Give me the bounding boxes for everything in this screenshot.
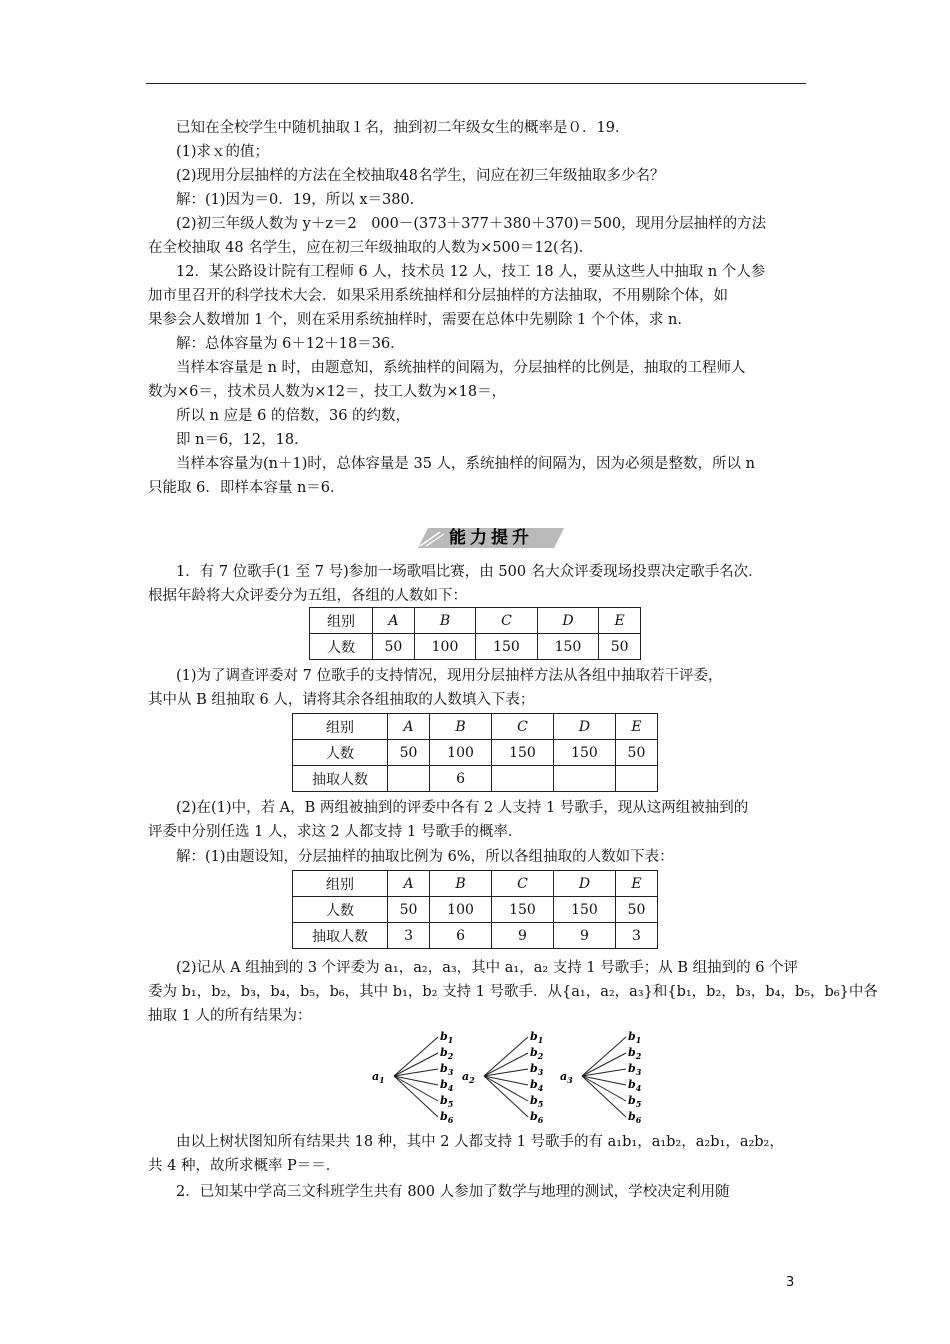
table-cell: 组别 (310, 608, 373, 634)
table-cell: 150 (537, 634, 598, 660)
table-row (293, 766, 658, 792)
text-line: 已知在全校学生中随机抽取１名，抽到初二年级女生的概率是０．19． (176, 120, 630, 136)
table-cell: C (492, 871, 554, 897)
text-line: 当样本容量为(n＋1)时，总体容量是 35 人，系统抽样的间隔为，因为必须是整数，所以 n (176, 456, 755, 472)
tree-branch (394, 1076, 438, 1085)
tree-leaf-label: $b_6$ (628, 1110, 642, 1125)
table-row (293, 897, 658, 923)
text-line: 共 4 种，故所求概率 P＝＝． (148, 1158, 341, 1174)
tree-leaf-label: $b_3$ (530, 1062, 544, 1077)
table-row (310, 634, 641, 660)
table-cell: 抽取人数 (293, 766, 388, 792)
text-line: 当样本容量是 n 时，由题意知，系统抽样的间隔为，分层抽样的比例是，抽取的工程师人 (176, 360, 746, 376)
table-cell: E (615, 714, 657, 740)
table-cell: B (430, 871, 492, 897)
tree-leaf-label: $b_2$ (440, 1046, 454, 1061)
text-line: 其中从 B 组抽取 6 人，请将其余各组抽取的人数填入下表； (148, 692, 535, 708)
tree-branch (394, 1076, 438, 1117)
tree-leaf-label: $b_4$ (628, 1078, 642, 1093)
table-cell: 50 (373, 634, 415, 660)
sampling-fill-table (292, 713, 658, 792)
tree-diagram (360, 1028, 660, 1128)
group-size-table (309, 607, 641, 660)
text-line: 数为×6＝，技术员人数为×12＝，技工人数为×18＝， (148, 384, 507, 400)
text-line: (2)在(1)中，若 A，B 两组被抽到的评委中各有 2 人支持 1 号歌手，现从这两组被抽到的 (176, 800, 749, 816)
tree-branch (582, 1076, 626, 1085)
table-cell: 100 (414, 634, 475, 660)
table-cell: B (430, 714, 492, 740)
table-cell: C (492, 714, 554, 740)
table-row (293, 714, 658, 740)
tree-leaf-label: $b_3$ (440, 1062, 454, 1077)
table-cell: 人数 (293, 740, 388, 766)
tree-leaf-label: $b_6$ (530, 1110, 544, 1125)
table-cell: A (388, 714, 430, 740)
text-line: 解：(1)由题设知，分层抽样的抽取比例为 6%，所以各组抽取的人数如下表： (176, 849, 674, 865)
table-cell: 人数 (293, 897, 388, 923)
table-cell: 50 (615, 897, 657, 923)
table-row (293, 923, 658, 949)
text-line: 所以 n 应是 6 的倍数，36 的约数， (176, 408, 411, 424)
table-cell: 50 (615, 740, 657, 766)
table-cell: 人数 (310, 634, 373, 660)
text-line: (1)求ｘ的值； (176, 144, 270, 160)
table-cell (553, 766, 615, 792)
header-rule (146, 83, 806, 84)
table-cell: E (615, 871, 657, 897)
tree-leaf-label: $b_5$ (530, 1094, 544, 1109)
table-cell: E (599, 608, 641, 634)
text-line: (2)记从 A 组抽到的 3 个评委为 a₁，a₂，a₃，其中 a₁，a₂ 支持 1 号歌手；从 B 组抽到的 6 个评 (176, 960, 799, 976)
table-cell: 150 (553, 740, 615, 766)
table-cell: 9 (492, 923, 554, 949)
tree-root-label: $a_1$ (372, 1070, 385, 1085)
table-cell: 6 (430, 766, 492, 792)
text-line: 只能取 6．即样本容量 n＝6． (148, 480, 345, 496)
sampling-result-table (292, 870, 658, 949)
page-number: 3 (786, 1275, 795, 1290)
text-line: 解：总体容量为 6＋12＋18＝36． (176, 336, 405, 352)
tree-branch (582, 1076, 626, 1101)
text-line: 在全校抽取 48 名学生，应在初三年级抽取的人数为×500＝12(名)． (148, 240, 594, 256)
tree-leaf-label: $b_6$ (440, 1110, 454, 1125)
table-cell: 组别 (293, 871, 388, 897)
text-line: 即 n＝6，12，18． (176, 432, 309, 448)
text-line: (2)现用分层抽样的方法在全校抽取48名学生，问应在初三年级抽取多少名？ (176, 168, 665, 184)
tree-branch (582, 1076, 626, 1117)
text-line: 由以上树状图知所有结果共 18 种，其中 2 人都支持 1 号歌手的有 a₁b₁，a₁b₂，a₂b₁，a₂b₂， (176, 1134, 784, 1150)
text-line: (2)初三年级人数为 y＋z＝2 000－(373＋377＋380＋370)＝500，现用分层抽样的方法 (176, 216, 767, 232)
table-cell: 6 (430, 923, 492, 949)
tree-leaf-label: $b_2$ (530, 1046, 544, 1061)
table-cell: 9 (553, 923, 615, 949)
section-banner (418, 526, 564, 550)
tree-branch (484, 1076, 528, 1101)
table-cell: 组别 (293, 714, 388, 740)
table-cell (492, 766, 554, 792)
table-row (293, 871, 658, 897)
tree-leaf-label: $b_5$ (628, 1094, 642, 1109)
table-cell: 150 (492, 740, 554, 766)
table-cell: A (388, 871, 430, 897)
table-cell: C (476, 608, 537, 634)
table-cell: 50 (388, 897, 430, 923)
table-cell: 50 (388, 740, 430, 766)
text-line: 评委中分别任选 1 人，求这 2 人都支持 1 号歌手的概率． (148, 824, 523, 840)
text-line: 1．有 7 位歌手(1 至 7 号)参加一场歌唱比赛，由 500 名大众评委现场投票决定歌手名次． (176, 564, 763, 580)
tree-branch (484, 1076, 528, 1085)
table-cell: D (553, 714, 615, 740)
text-line: 加市里召开的科学技术大会．如果采用系统抽样和分层抽样的方法抽取，不用剔除个体，如 (148, 288, 728, 304)
tree-root-label: $a_3$ (560, 1070, 573, 1085)
table-cell: 150 (553, 897, 615, 923)
table-cell: A (373, 608, 415, 634)
table-cell: 100 (430, 740, 492, 766)
text-line: 果参会人数增加 1 个，则在采用系统抽样时，需要在总体中先剔除 1 个个体，求 n. (148, 312, 682, 328)
table-cell: 抽取人数 (293, 923, 388, 949)
tree-root-label: $a_2$ (462, 1070, 475, 1085)
banner-title: 能力提升 (449, 528, 533, 548)
text-line: 解：(1)因为＝0．19，所以 x＝380. (176, 192, 415, 208)
tree-leaf-label: $b_5$ (440, 1094, 454, 1109)
table-cell: 3 (615, 923, 657, 949)
table-cell (388, 766, 430, 792)
text-line: 抽取 1 人的所有结果为： (148, 1008, 312, 1024)
tree-leaf-label: $b_4$ (530, 1078, 544, 1093)
tree-leaf-label: $b_2$ (628, 1046, 642, 1061)
table-cell: 100 (430, 897, 492, 923)
table-cell: 50 (599, 634, 641, 660)
text-line: 12．某公路设计院有工程师 6 人，技术员 12 人，技工 18 人，要从这些人中抽取 n 个人参 (176, 264, 766, 280)
tree-leaf-label: $b_3$ (628, 1062, 642, 1077)
table-cell (615, 766, 657, 792)
table-cell: 3 (388, 923, 430, 949)
table-cell: 150 (476, 634, 537, 660)
tree-leaf-label: $b_1$ (628, 1030, 642, 1045)
table-cell: D (553, 871, 615, 897)
table-cell: 150 (492, 897, 554, 923)
text-line: (1)为了调查评委对 7 位歌手的支持情况，现用分层抽样方法从各组中抽取若干评委， (176, 668, 723, 684)
tree-leaf-label: $b_1$ (440, 1030, 454, 1045)
tree-leaf-label: $b_4$ (440, 1078, 454, 1093)
table-row (293, 740, 658, 766)
text-line: 2．已知某中学高三文科班学生共有 800 人参加了数学与地理的测试，学校决定利用随 (176, 1184, 730, 1200)
table-cell: D (537, 608, 598, 634)
text-line: 根据年龄将大众评委分为五组，各组的人数如下： (148, 588, 467, 604)
table-cell: B (414, 608, 475, 634)
tree-branch (484, 1076, 528, 1117)
text-line: 委为 b₁，b₂，b₃，b₄，b₅，b₆，其中 b₁，b₂ 支持 1 号歌手．从{a₁，a₂，a₃}和{b₁，b₂，b₃，b₄，b₅，b₆}中各 (148, 984, 878, 1000)
table-row (310, 608, 641, 634)
tree-branch (394, 1076, 438, 1101)
tree-leaf-label: $b_1$ (530, 1030, 544, 1045)
